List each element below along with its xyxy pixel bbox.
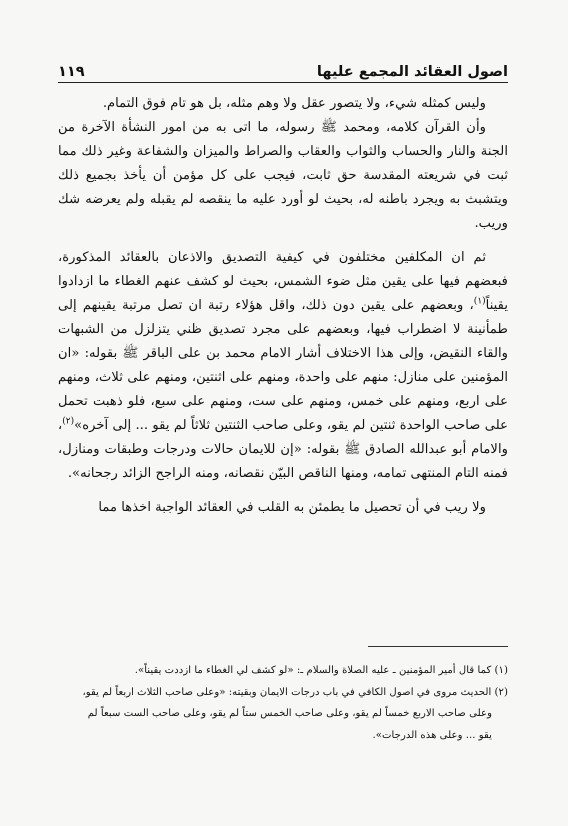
footnote-rule: [368, 646, 508, 647]
footnote-2-line-3: يقو ... وعلى هذه الدرجات».: [372, 729, 492, 741]
paragraph-2: وأن القرآن كلامه، ومحمد ﷺ رسوله، ما اتى به من امور النشأة الآخرة من الجنة والنار والحساب والثواب والعقاب والصراط والميزان والشفاعة وغير ذلك مما ثبت في شريعته المقدسة حق ثابت، فيجب على كل مؤمن أن يأخذ بجميع ذلك ويتشبث به ويجرد باطنه له، بحيث لو أورد عليه ما ينقصه لم يقبله ولم يعرضه شك وريب.: [58, 120, 508, 232]
running-header: [58, 54, 508, 80]
footnote-1: (١) كما قال أمير المؤمنين ـ عليه الصلاة والسلام ـ: «لو كشف لي الغطاء ما ازددت يقيناً».: [134, 665, 508, 676]
header-rule: [58, 82, 508, 83]
paragraph-3-part-2: ، وبعضهم على يقين دون ذلك، واقل هؤلاء رتبة ان تصل مرتبة يقينهم إلى طمأنينة لا اضطراب فيها، وبعضهم على مجرد تصديق ظني يتزلزل من الشبهات والقاء النقيض، وإلى هذا الاختلاف أشار الامام محمد بن على الباقر ﷺ بقوله: «ان المؤمنين على منازل: منهم على واحدة، ومنهم على اثنتين، ومنهم على ثلاث، ومنهم على اربع، ومنهم على خمس، ومنهم على ست، ومنهم على سبع، فلو ذهبت تحمل على صاحب الواحدة ثنتين لم يقو، وعلى صاحب الثنتين ثلاثاً لم يقو ... إلى آخره»: [58, 297, 508, 434]
footnotes: [58, 660, 508, 746]
paragraph-3-part-3: ، والامام أبو عبدالله الصادق ﷺ بقوله: «إن للايمان حالات ودرجات وطبقات ومنازل، فمنه التام المنتهى تمامه، ومنها الناقص البيّن نقصانه، ومنه الراجح الزائد رجحانه».: [58, 418, 508, 482]
paragraph-3-part-1: ثم ان المكلفين مختلفون في كيفية التصديق والاذعان بالعقائد المذكورة، فبعضهم فيها على يقين مثل ضوء الشمس، بحيث لو كشف عنهم الغطاء ما ازدادوا يقيناً: [58, 249, 508, 313]
footnote-2-line-2: وعلى صاحب الاربع خمساً لم يقو، وعلى صاحب الخمس ستاً لم يقو، وعلى صاحب الست سبعاً لم: [87, 708, 492, 719]
header-title: اصول العقائد المجمع عليها: [316, 64, 508, 80]
page-number: ١١٩: [58, 64, 85, 80]
footnote-2: (٢) الحديث مروى في اصول الكافي في باب درجات الايمان وبقيته: «وعلى صاحب الثلاث اربعاً لم يقو،: [82, 686, 508, 698]
paragraph-4: ولا ريب في أن تحصيل ما يطمئن به القلب في العقائد الواجبة اخذها مما: [98, 499, 486, 515]
main-text: [58, 92, 508, 520]
paragraph-3: [58, 246, 508, 487]
footnote-mark-2[interactable]: (٢): [62, 416, 75, 427]
paragraph-1: وليس كمثله شيء، ولا يتصور عقل ولا وهم مثله، بل هو تام فوق التمام.: [102, 96, 486, 111]
footnote-mark-1[interactable]: (١): [473, 296, 486, 307]
